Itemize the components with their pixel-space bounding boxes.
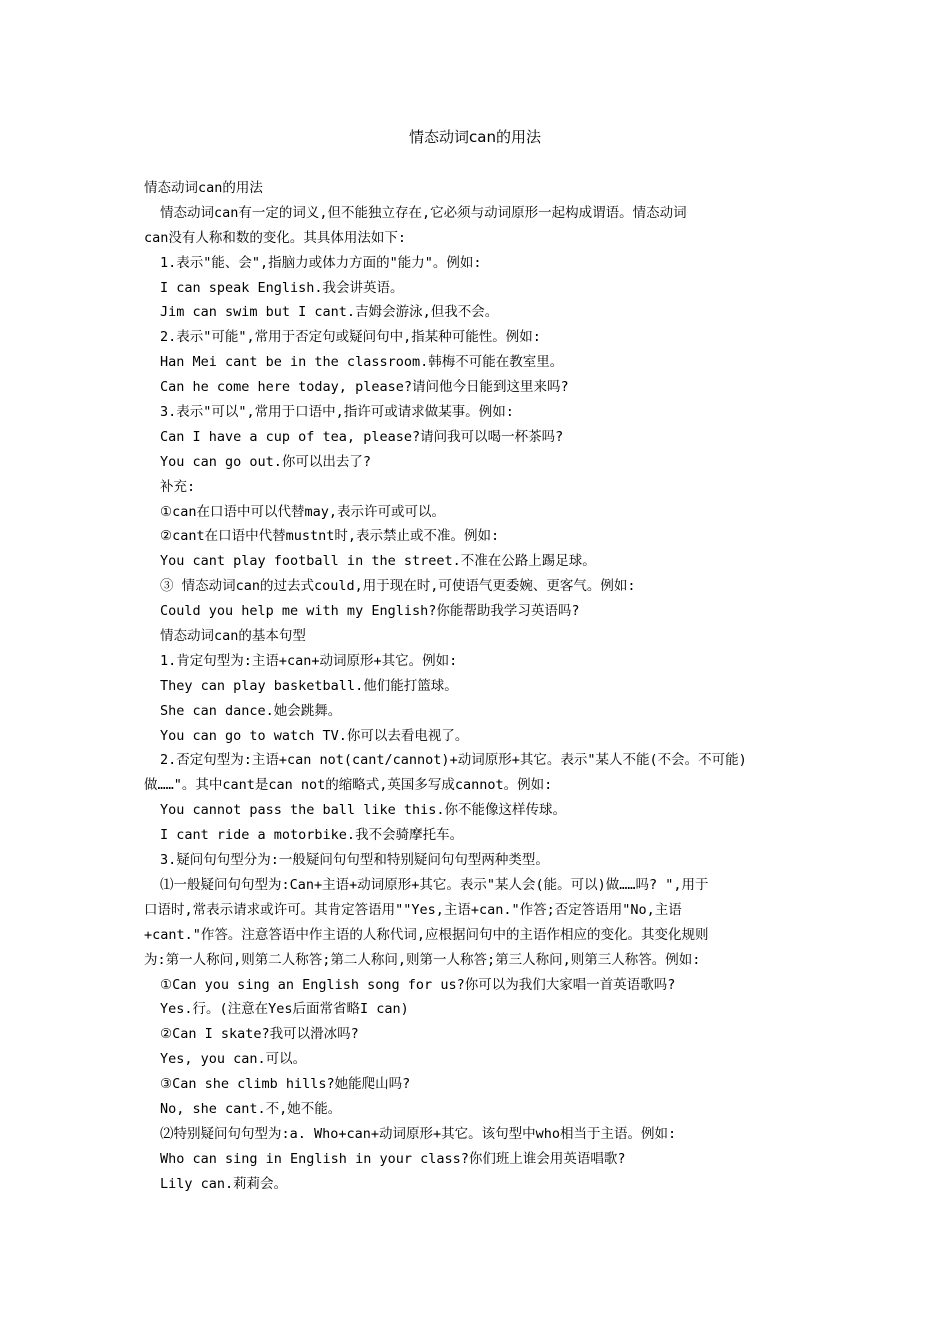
text-line: 1.肯定句型为:主语+can+动词原形+其它。例如: bbox=[160, 652, 458, 669]
text-line: ③ 情态动词can的过去式could,用于现在时,可使语气更委婉、更客气。例如: bbox=[160, 578, 636, 595]
text-line: Yes, you can.可以。 bbox=[160, 1051, 307, 1068]
text-line: ②cant在口语中代替mustnt时,表示禁止或不准。例如: bbox=[160, 528, 500, 545]
text-line: ⑵特别疑问句句型为:a. Who+can+动词原形+其它。该句型中who相当于主语。例如: bbox=[160, 1125, 677, 1142]
text-line: Can he come here today, please?请问他今日能到这里来吗? bbox=[160, 379, 569, 396]
text-line: 3.疑问句句型分为:一般疑问句句型和特别疑问句句型两种类型。 bbox=[160, 852, 549, 869]
page-title: 情态动词can的用法 bbox=[409, 128, 541, 146]
text-line: Lily can.莉莉会。 bbox=[160, 1175, 288, 1192]
text-line: 2.表示"可能",常用于否定句或疑问句中,指某种可能性。例如: bbox=[160, 329, 541, 346]
text-line: You can go to watch TV.你可以去看电视了。 bbox=[160, 727, 469, 744]
text-line: ⑴一般疑问句句型为:Can+主语+动词原形+其它。表示"某人会(能。可以)做……吗? ",用于 bbox=[160, 876, 709, 893]
text-line: You can go out.你可以出去了? bbox=[160, 453, 372, 470]
text-line: I can speak English.我会讲英语。 bbox=[160, 279, 404, 296]
text-line: 做……"。其中cant是can not的缩略式,英国多写成cannot。例如: bbox=[144, 777, 553, 794]
text-line: You cannot pass the ball like this.你不能像这样传球。 bbox=[160, 802, 566, 819]
text-line: You cant play football in the street.不准在公路上踢足球。 bbox=[160, 553, 596, 570]
text-line: Could you help me with my English?你能帮助我学习英语吗? bbox=[160, 603, 580, 620]
text-line: Can I have a cup of tea, please?请问我可以喝一杯茶吗? bbox=[160, 428, 564, 445]
text-line: I cant ride a motorbike.我不会骑摩托车。 bbox=[160, 827, 464, 844]
text-line: No, she cant.不,她不能。 bbox=[160, 1100, 342, 1117]
text-line: 补充: bbox=[160, 478, 196, 495]
text-line: 为:第一人称问,则第二人称答;第二人称问,则第一人称答;第三人称问,则第三人称答。例如: bbox=[144, 951, 701, 968]
text-line: can没有人称和数的变化。其具体用法如下: bbox=[144, 229, 407, 246]
text-line: ①can在口语中可以代替may,表示许可或可以。 bbox=[160, 503, 445, 520]
text-line: Jim can swim but I cant.吉姆会游泳,但我不会。 bbox=[160, 304, 499, 321]
text-line: +cant."作答。注意答语中作主语的人称代词,应根据问句中的主语作相应的变化。其变化规则 bbox=[144, 926, 709, 943]
text-line: 情态动词can的用法 bbox=[144, 180, 263, 196]
text-line: 口语时,常表示请求或许可。其肯定答语用""Yes,主语+can."作答;否定答语用"No,主语 bbox=[144, 901, 682, 918]
text-line: 1.表示"能、会",指脑力或体力方面的"能力"。例如: bbox=[160, 254, 482, 271]
text-line: 情态动词can的基本句型 bbox=[160, 628, 306, 645]
text-line: Who can sing in English in your class?你们班上谁会用英语唱歌? bbox=[160, 1150, 626, 1167]
text-line: She can dance.她会跳舞。 bbox=[160, 702, 342, 719]
text-line: They can play basketball.他们能打篮球。 bbox=[160, 677, 458, 694]
text-line: ①Can you sing an English song for us?你可以为我们大家唱一首英语歌吗? bbox=[160, 976, 676, 993]
document-body bbox=[144, 176, 808, 1197]
text-line: 3.表示"可以",常用于口语中,指许可或请求做某事。例如: bbox=[160, 404, 514, 421]
text-line: ③Can she climb hills?她能爬山吗? bbox=[160, 1076, 411, 1093]
text-line: Han Mei cant be in the classroom.韩梅不可能在教室里。 bbox=[160, 354, 564, 371]
text-line: 情态动词can有一定的词义,但不能独立存在,它必须与动词原形一起构成谓语。情态动词 bbox=[160, 204, 687, 221]
text-line: ②Can I skate?我可以滑冰吗? bbox=[160, 1026, 359, 1043]
text-line: Yes.行。(注意在Yes后面常省略I can) bbox=[160, 1001, 409, 1018]
text-line: 2.否定句型为:主语+can not(cant/cannot)+动词原形+其它。表示"某人不能(不会。不可能) bbox=[160, 752, 747, 769]
